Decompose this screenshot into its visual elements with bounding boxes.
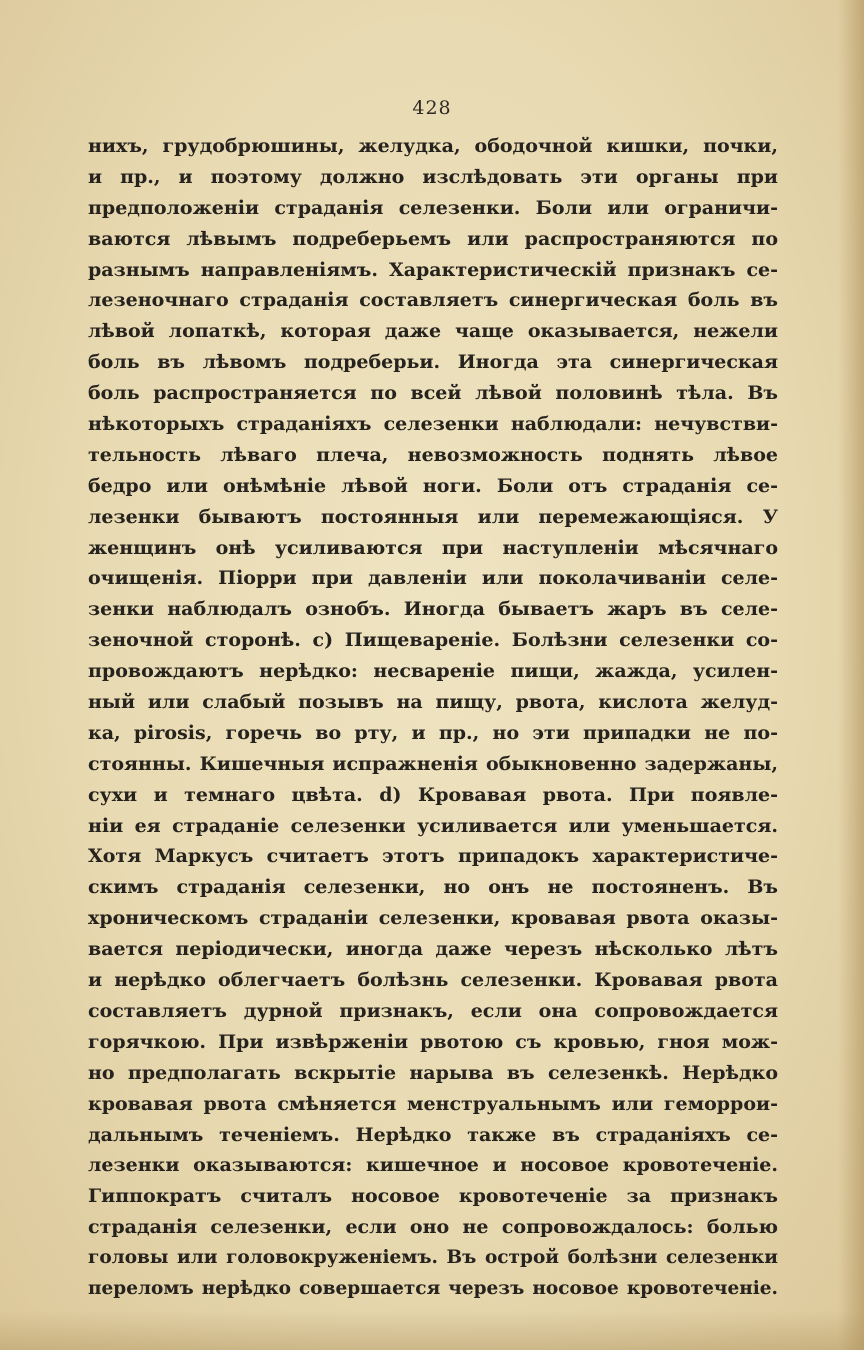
text-line: и нерѣдко облегчаетъ болѣзнь селезенки. Кровавая рвота (88, 969, 778, 992)
text-line: предположеніи страданія селезенки. Боли или ограничи- (88, 196, 778, 219)
text-line: тельность лѣваго плеча, невозможность поднять лѣвое (88, 443, 778, 466)
text-line: зеночной сторонѣ. c) Пищевареніе. Болѣзни селезенки со- (88, 629, 778, 652)
text-line: бедро или онѣмѣніе лѣвой ноги. Боли отъ страданія се- (88, 474, 778, 497)
text-line: нихъ, грудобрюшины, желудка, ободочной кишки, почки, (88, 135, 778, 157)
text-line: ный или слабый позывъ на пищу, рвота, кислота желуд- (88, 691, 778, 714)
text-line: провождаютъ нерѣдко: несвареніе пищи, жажда, усилен- (88, 660, 778, 683)
text-line: зенки наблюдалъ ознобъ. Иногда бываетъ жаръ въ селе- (88, 598, 778, 621)
text-line: хроническомъ страданіи селезенки, кровавая рвота оказы- (88, 907, 778, 930)
text-line: женщинъ онѣ усиливаются при наступленіи мѣсячнаго (88, 536, 778, 559)
text-line: дальнымъ теченіемъ. Нерѣдко также въ страданіяхъ се- (88, 1123, 778, 1146)
text-line: но предполагать вскрытіе нарыва въ селезенкѣ. Нерѣдко (88, 1061, 778, 1084)
text-line: Гиппократъ считалъ носовое кровотеченіе за признакъ (88, 1185, 778, 1208)
text-line: боль въ лѣвомъ подреберьи. Иногда эта синергическая (88, 351, 778, 374)
text-line: головы или головокруженіемъ. Въ острой болѣзни селезенки (88, 1247, 778, 1269)
text-line: вается періодически, иногда даже черезъ нѣсколько лѣтъ (88, 938, 778, 961)
text-line: сухи и темнаго цвѣта. d) Кровавая рвота. При появле- (88, 783, 778, 806)
page-number: 428 (412, 97, 452, 119)
text-line: составляетъ дурной признакъ, если она сопровождается (88, 999, 778, 1022)
text-line: нѣкоторыхъ страданіяхъ селезенки наблюдали: нечувстви- (88, 413, 778, 436)
text-line: и пр., и поэтому должно изслѣдовать эти органы при (88, 165, 778, 188)
text-line: страданія селезенки, если оно не сопровождалось: болью (88, 1216, 778, 1239)
page-edge-shadow (838, 0, 864, 1350)
text-line: скимъ страданія селезенки, но онъ не постояненъ. Въ (88, 876, 778, 899)
text-line: ваются лѣвымъ подреберьемъ или распространяются по (88, 227, 778, 250)
text-line: ка, pirosis, горечь во рту, и пр., но эти припадки не по- (88, 721, 778, 744)
text-line: горячкою. При извѣрженіи рвотою съ кровью, гноя мож- (88, 1030, 778, 1053)
text-line: лезеночнаго страданія составляетъ синергическая боль въ (88, 289, 778, 312)
page-bottom-shadow (0, 1310, 864, 1350)
text-line: переломъ нерѣдко совершается черезъ носовое кровотеченіе. (88, 1277, 778, 1299)
body-text (88, 131, 778, 1305)
text-line: очищенія. Піорри при давленіи или поколачиваніи селе- (88, 567, 778, 590)
text-line: лезенки бываютъ постоянныя или перемежающіяся. У (88, 505, 778, 528)
text-line: стоянны. Кишечныя испражненія обыкновенно задержаны, (88, 752, 778, 775)
text-line: кровавая рвота смѣняется менструальнымъ или геморрои- (88, 1092, 778, 1115)
text-line: разнымъ направленіямъ. Характеристическій признакъ се- (88, 258, 778, 281)
text-line: лѣвой лопаткѣ, которая даже чаще оказывается, нежели (88, 320, 778, 343)
text-line: ніи ея страданіе селезенки усиливается или уменьшается. (88, 814, 778, 837)
text-line: боль распространяется по всей лѣвой половинѣ тѣла. Въ (88, 382, 778, 405)
text-line: лезенки оказываются: кишечное и носовое кровотеченіе. (88, 1154, 778, 1177)
text-line: Хотя Маркусъ считаетъ этотъ припадокъ характеристиче- (88, 845, 778, 868)
